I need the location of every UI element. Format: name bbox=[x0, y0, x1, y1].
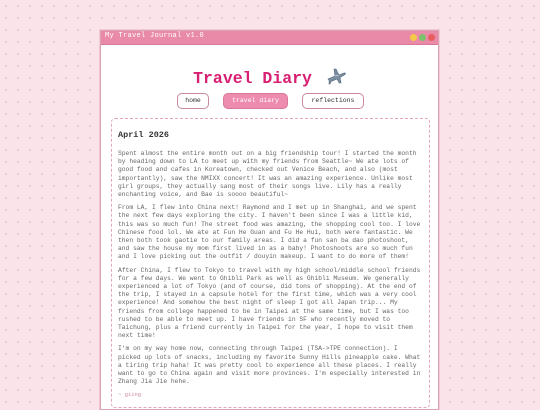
page-title bbox=[101, 67, 438, 90]
entry-paragraph: From LA, I flew into China next! Raymond and I met up in Shanghai, and we spent the next few days exploring the city. I haven't been since I was a little kid, this was so much fun! The street food was amazing, the shopping cool too. I love Chinese food lol. We ate at Fun He Guan and Fu He Hui, both were fantastic. We then both took gaotie to our family areas. I did a fun san ba dao photoshoot, and saw the house my mom first lived in as a baby! Photoshoots are so much fun and I love picking out the outfit / douyin makeup. I want to do more of them! bbox=[118, 204, 421, 261]
app-window bbox=[100, 30, 439, 410]
nav-travel-diary-button[interactable]: travel diary bbox=[223, 93, 288, 109]
entry-paragraph: Spent almost the entire month out on a big friendship tour! I started the month by heading down to LA to meet up with my friends from Seattle~ We ate lots of good food and cafes in Koreatown, checked out Venice Beach, and also (most importantly), saw the NMIXX concert! It was an amazing experience. Unlike most girl groups, they actually sang most of their songs live. Lily has a really enchanting voice, and Bae is soooo beautiful~ bbox=[118, 150, 417, 199]
entry-signature: ~ giing bbox=[118, 391, 142, 399]
entry-body bbox=[118, 150, 423, 398]
entry-paragraph: I'm on my way home now, connecting through Taipei (TSA->TPE connection). I picked up lots of snacks, including my favorite Sunny Hills pineapple cake. What a tiring trip haha! It was pretty cool to experience all these places. I really want to go to China again and visit more provinces. I'm especially interested in Zhang Jia Jie hehe. bbox=[118, 345, 421, 386]
nav-bar bbox=[101, 93, 438, 109]
close-button[interactable] bbox=[428, 34, 435, 41]
entry-date: April 2026 bbox=[118, 130, 170, 140]
page-title-text: Travel Diary bbox=[193, 69, 312, 88]
airplane-icon bbox=[326, 67, 346, 90]
minimize-button[interactable] bbox=[410, 34, 417, 41]
nav-home-button[interactable]: home bbox=[177, 93, 209, 109]
nav-reflections-button[interactable]: reflections bbox=[302, 93, 364, 109]
diary-entry-card bbox=[111, 118, 430, 408]
entry-paragraph: After China, I flew to Tokyo to travel with my high school/middle school friends for a few days. We went to Ghibli Park as well as Ghibli Museum. We generally experienced a lot of Tokyo (and of course, did tons of shopping). At the end of the trip, I stayed in a capsule hotel for the first time, which was a very cool experience! And somehow the best night of sleep I got all Japan trip... My friends from college happened to be in Taipei at the same time, but I was too rushed to be able to meet up. I have friends in SF who recently moved to Taichung, plus a friend currently in Taipei for the year, I hope to visit them next time! bbox=[118, 266, 421, 340]
title-bar[interactable] bbox=[101, 31, 438, 45]
window-title: My Travel Journal v1.0 bbox=[105, 32, 205, 40]
maximize-button[interactable] bbox=[419, 34, 426, 41]
